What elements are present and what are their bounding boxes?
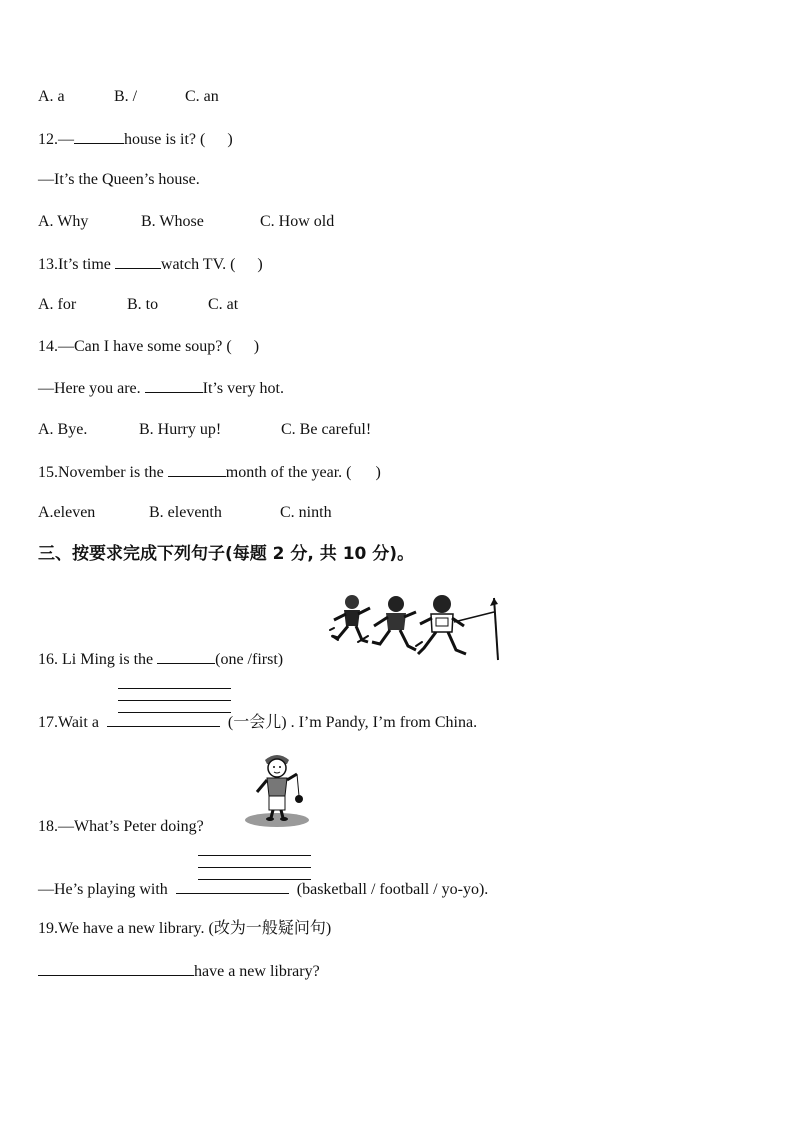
q13-question [38,254,263,275]
q12-blank[interactable] [74,129,124,144]
q14-reply-prefix: —Here you are. [38,380,141,397]
q13-options [38,295,238,315]
q14-paren-close: ) [253,338,260,355]
q12-option-c: C. How old [260,213,335,230]
q14-option-a: A. Bye. [38,421,88,438]
runner-2-figure [372,596,416,650]
q18-blank[interactable] [176,879,289,894]
q14-reply [38,378,284,399]
q13-option-b: B. to [127,296,159,313]
q16-suffix: (one /first) [215,651,284,668]
boy-figure [257,755,297,821]
q15-paren-close: ) [375,464,381,481]
q12-options [38,212,334,232]
q12-number: 12. [38,131,58,148]
q14-text: 14.—Can I have some soup? ( [38,338,232,355]
running-race-picture [328,592,504,664]
q13-paren-close: ) [257,256,263,273]
q17-prefix: 17.Wait a [38,714,99,731]
q15-question [38,462,381,483]
q18-reply-suffix: (basketball / football / yo-yo). [296,881,489,898]
q18-writing-line-1[interactable] [198,855,311,856]
q11-option-a: A. a [38,88,65,105]
q13-blank[interactable] [115,254,161,269]
q13-option-a: A. for [38,296,77,313]
q13-suffix: watch TV. ( [160,256,236,273]
q14-option-b: B. Hurry up! [139,421,222,438]
q12-question [38,129,233,150]
q13-prefix: 13.It’s time [38,256,111,273]
q15-options [38,503,332,523]
q17-blank[interactable] [107,712,220,727]
q12-answer-line: —It’s the Queen’s house. [38,171,200,188]
q17-suffix: (一会儿) . I’m Pandy, I’m from China. [227,714,478,731]
q19-blank[interactable] [38,961,194,976]
q16-blank[interactable] [157,649,215,664]
q18-reply-prefix: —He’s playing with [38,881,168,898]
q18-reply [38,879,488,900]
runner-3-figure [418,595,466,654]
q18-question: 18.—What’s Peter doing? [38,818,204,835]
q17-writing-line-2[interactable] [118,700,231,701]
q11-option-b: B. / [114,88,138,105]
q15-prefix: 15.November is the [38,464,164,481]
q17-question [38,712,477,733]
q15-option-c: C. ninth [280,504,332,521]
yo-yo-figure [295,774,303,803]
q16-prefix: 16. Li Ming is the [38,651,154,668]
q14-reply-suffix: It’s very hot. [202,380,284,397]
boy-yo-yo-picture [245,750,313,828]
q15-option-a: A.eleven [38,504,96,521]
q19-answer-suffix: have a new library? [194,963,320,980]
q11-options [38,87,219,107]
q15-blank[interactable] [168,462,226,477]
runner-1-figure [332,595,370,642]
q12-option-b: B. Whose [141,213,204,230]
q12-dash: — [58,131,74,148]
q13-option-c: C. at [208,296,239,313]
q18-writing-line-2[interactable] [198,867,311,868]
q12-option-a: A. Why [38,213,89,230]
q15-suffix: month of the year. ( [225,464,352,481]
q14-option-c: C. Be careful! [281,421,372,438]
q14-question [38,337,259,357]
q16-question [38,649,283,670]
q12-text: house is it? ( [124,131,206,148]
q14-blank[interactable] [145,378,203,393]
q11-option-c: C. an [185,88,219,105]
q15-option-b: B. eleventh [149,504,222,521]
section-3-heading: 三、按要求完成下列句子(每题 2 分, 共 10 分)。 [38,544,415,564]
q19-question: 19.We have a new library. (改为一般疑问句) [38,920,332,937]
q14-options [38,420,371,440]
q17-writing-line-1[interactable] [118,688,231,689]
q19-answer [38,961,320,982]
q12-paren-close: ) [227,131,233,148]
